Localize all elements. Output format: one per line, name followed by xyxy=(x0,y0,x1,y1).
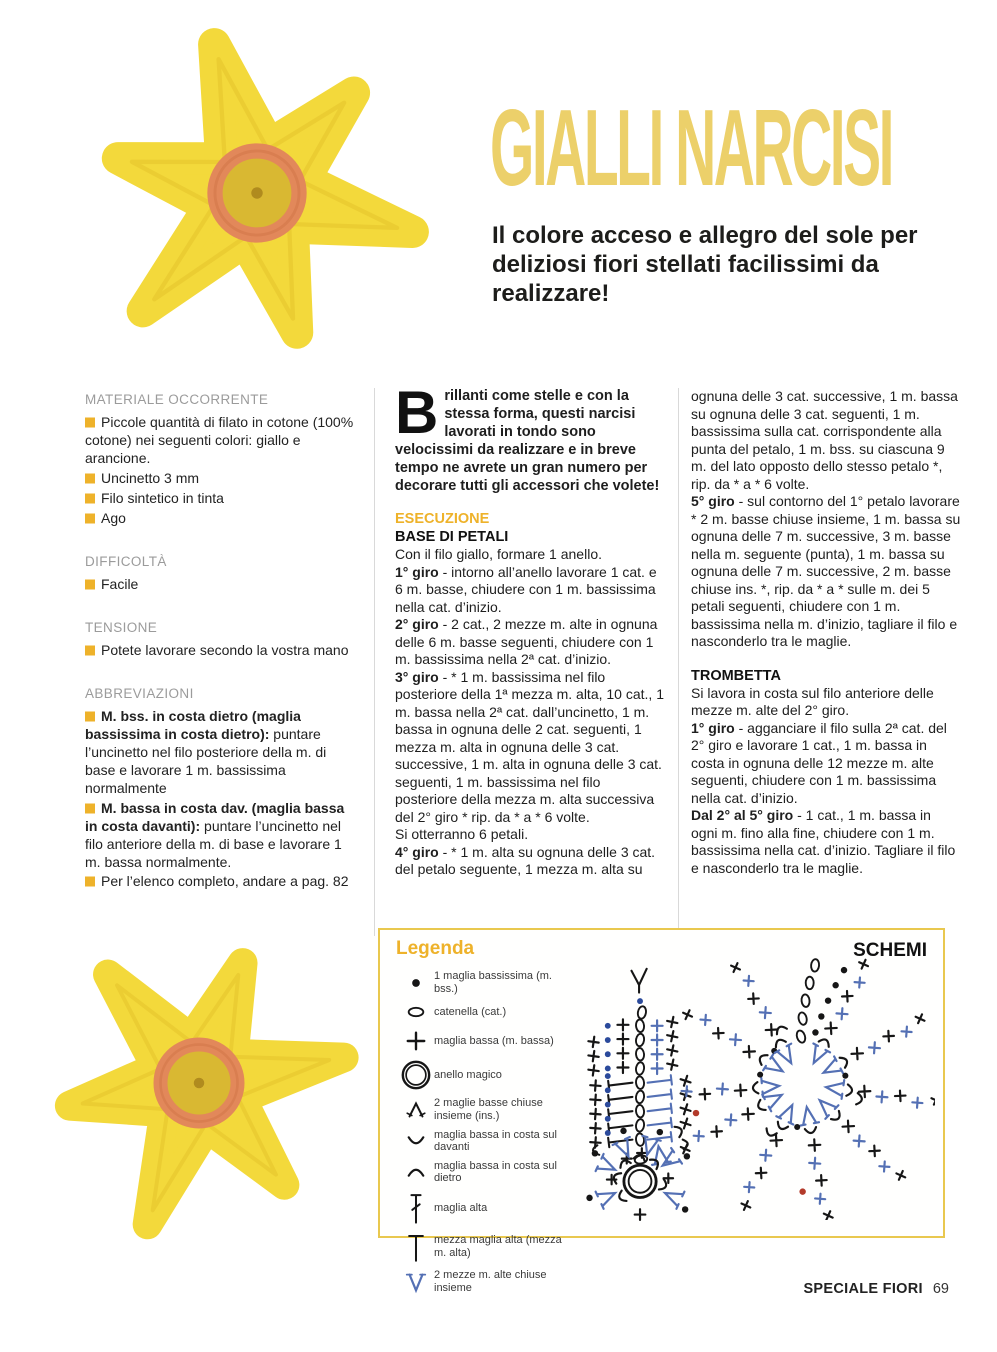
single-crochet-plus-icon xyxy=(398,1029,434,1053)
legend-item xyxy=(398,1269,566,1294)
abbreviazioni-list xyxy=(85,708,358,891)
bullet-square-icon xyxy=(85,579,95,589)
dropcap: B xyxy=(395,379,439,446)
instruction-step: 5° giro - sul contorno del 1° petalo lavorare * 2 m. basse chiuse insieme, 1 m. bassa su ognuna delle 7 m. successive, 3 m. basse nella m. seguente (punta), 1 m. bassa su ognuna delle 7 m. successive, 2 m. basse chiuse ins. *, rip. da * a * sulle m. dei 5 petali seguenti, chiudere con 1 m. bassissima nella m. d’inizio, tagliare il filo e nasconderlo tra le maglie. xyxy=(691,493,961,649)
abbreviazioni-heading: ABBREVIAZIONI xyxy=(85,686,194,702)
bullet-square-icon xyxy=(85,712,95,722)
legend-item-label: maglia bassa (m. bassa) xyxy=(434,1034,554,1047)
legend-item-label: catenella (cat.) xyxy=(434,1005,507,1018)
legend-item xyxy=(398,1059,566,1091)
sidebar-bullet-item: Filo sintetico in tinta xyxy=(85,490,358,508)
page-footer xyxy=(803,1281,949,1297)
sc2tog-icon xyxy=(398,1098,434,1122)
footer-page-number: 69 xyxy=(932,1281,949,1297)
legend-item-label: 2 mezze m. alte chiuse insieme xyxy=(434,1269,547,1294)
flower-schema-diagram xyxy=(675,942,935,1220)
instruction-step: 2° giro - 2 cat., 2 mezze m. alte in ognuna delle 6 m. basse seguenti, chiudere con 1 m. bassissima nella 2ª cat. d’inizio. xyxy=(395,616,658,668)
difficolta-list xyxy=(85,576,358,594)
instruction-step: Si otterranno 6 petali. xyxy=(395,826,529,843)
photo-daffodil-bottom xyxy=(8,908,390,1258)
abbreviation-item: M. bss. in costa dietro (maglia bassissima in costa dietro): puntare l’uncinetto nel filo posteriore della m. di base e lavorare 1 m. bassissima normalmente xyxy=(85,708,327,796)
article-header xyxy=(490,86,952,308)
bullet-square-icon xyxy=(85,877,95,887)
front-loop-sc-icon xyxy=(398,1131,434,1151)
sidebar-bullet-item: Ago xyxy=(85,510,358,528)
sidebar-bullet-item: Facile xyxy=(85,576,358,594)
legend-item-label: mezza maglia alta (mezza m. alta) xyxy=(434,1234,562,1260)
instruction-step: Dal 2° al 5° giro - 1 cat., 1 m. bassa in ogni m. fino alla fine, chiudere con 1 m. bassissima nella cat. d’inizio. Tagliare il filo e nasconderlo tra le maglie. xyxy=(691,807,956,876)
sidebar-bullet-item: Uncinetto 3 mm xyxy=(85,470,358,488)
instruction-step: 3° giro - * 1 m. bassissima nel filo posteriore della 1ª mezza m. alta, 10 cat., 1 m. bassa nella 2ª cat. dall’uncinetto, 1 m. bassa in ognuna delle 2 cat. seguenti, 1 mezza m. alta in ognuna delle 3 cat. successive, 1 m. alta in ognuna delle 3 cat. seguenti, 1 m. bassissima nel filo posteriore della mezza m. alta successiva del 2° giro * rip. da * a * 6 volte. xyxy=(395,668,664,825)
trombetta-heading: TROMBETTA xyxy=(691,667,781,684)
page-subtitle: Il colore acceso e allegro del sole per deliziosi fiori stellati facilissimi da realizzare! xyxy=(492,222,918,307)
instruction-step: 1° giro - intorno all’anello lavorare 1 cat. e 6 m. basse, chiudere con 1 m. bassissima nella cat. d’inizio. xyxy=(395,563,657,615)
chain-oval-icon xyxy=(398,1001,434,1023)
legend-item-label: maglia bassa in costa sul dietro xyxy=(434,1159,557,1185)
article-instructions xyxy=(395,379,961,936)
legend-item xyxy=(398,1001,566,1023)
legend-item-label: anello magico xyxy=(434,1068,502,1081)
instruction-step: 1° giro - agganciare il filo sulla 2ª cat. del 2° giro e lavorare 1 cat., 1 m. bassa in costa in ognuna delle 12 mezze m. alte seguenti, chiudere con 1 m. bassissima nella cat. d’inizio. xyxy=(691,719,947,806)
legend-item xyxy=(398,1160,566,1185)
difficolta-heading: DIFFICOLTÀ xyxy=(85,553,167,569)
intro-paragraph: Brillanti come stelle e con la stessa forma, questi narcisi lavorati in tondo sono velocissimi da realizzare e in breve tempo ne avrete un gran numero per decorare tutti gli accessori che volete! xyxy=(395,379,660,494)
sidebar-bullet-item: Piccole quantità di filato in cotone (100% cotone) nei seguenti colori: giallo e arancione. xyxy=(85,414,354,467)
legend-item xyxy=(398,1097,566,1122)
footer-section-label: SPECIALE FIORI xyxy=(803,1281,923,1297)
crochet-star-graphic xyxy=(38,2,476,384)
materiale-heading: MATERIALE OCCORRENTE xyxy=(85,392,269,407)
legend-item-label: maglia bassa in costa sul davanti xyxy=(434,1128,557,1154)
legend-item xyxy=(398,970,566,995)
bullet-square-icon xyxy=(85,513,95,523)
magic-ring-icon xyxy=(398,1059,434,1091)
bullet-square-icon xyxy=(85,473,95,483)
trombetta-intro: Si lavora in costa sul filo anteriore delle mezze m. alte del 2° giro. xyxy=(691,684,934,719)
bullet-square-icon xyxy=(85,418,95,428)
abbreviation-item: M. bassa in costa dav. (maglia bassa in costa davanti): puntare l’uncinetto nel filo anteriore della m. di base e lavorare 1 m. bassa normalmente. xyxy=(85,799,345,870)
abbreviation-item: Per l’elenco completo, andare a pag. 82 xyxy=(85,873,358,891)
base-intro: Con il filo giallo, formare 1 anello. xyxy=(395,546,602,563)
legend-heading: Legenda xyxy=(396,938,475,959)
sidebar-bullet-item: Potete lavorare secondo la vostra mano xyxy=(85,642,358,660)
legend-item-label: 2 maglie basse chiuse insieme (ins.) xyxy=(434,1097,543,1122)
page-title: GIALLI NARCISI xyxy=(490,87,892,210)
double-crochet-icon xyxy=(398,1191,434,1225)
bullet-square-icon xyxy=(85,803,95,813)
tensione-heading: TENSIONE xyxy=(85,619,158,635)
base-petali-heading: BASE DI PETALI xyxy=(395,528,509,545)
content-columns xyxy=(85,379,961,936)
legend-item xyxy=(398,1129,566,1154)
photo-daffodil-top xyxy=(38,2,476,384)
instruction-step: 4° giro - * 1 m. alta su ognuna delle 3 cat. del petalo seguente, 1 mezza m. alta su ognuna delle 3 cat. successive, 1 m. bassa su ognuna delle 3 cat. seguenti, 1 m. bassissima sulla cat. corrispondente alla punta del petalo, 1 m. bss. su ciascuna 9 m. del lato opposto dello stesso petalo *, rip. da * a * 6 volte. xyxy=(395,388,958,878)
legend-item xyxy=(398,1029,566,1053)
schemi-label: SCHEMI xyxy=(853,940,927,961)
bullet-square-icon xyxy=(85,493,95,503)
materiale-list xyxy=(85,414,358,527)
esecuzione-heading: ESECUZIONE xyxy=(395,510,490,527)
sidebar-materials xyxy=(85,388,375,936)
back-loop-sc-icon xyxy=(398,1162,434,1182)
half-double-crochet-icon xyxy=(398,1231,434,1263)
bullet-square-icon xyxy=(85,646,95,656)
legend-item-label: maglia alta xyxy=(434,1201,488,1214)
legend-item xyxy=(398,1231,566,1263)
legend-item-label: 1 maglia bassissima (m. bss.) xyxy=(434,970,552,995)
legend-item xyxy=(398,1191,566,1225)
slip-stitch-dot-icon xyxy=(398,972,434,994)
legend-list xyxy=(398,970,566,1300)
tensione-list xyxy=(85,642,358,660)
trombetta-steps xyxy=(691,720,961,878)
hdc2tog-icon xyxy=(398,1270,434,1294)
crochet-star-graphic xyxy=(8,908,390,1258)
